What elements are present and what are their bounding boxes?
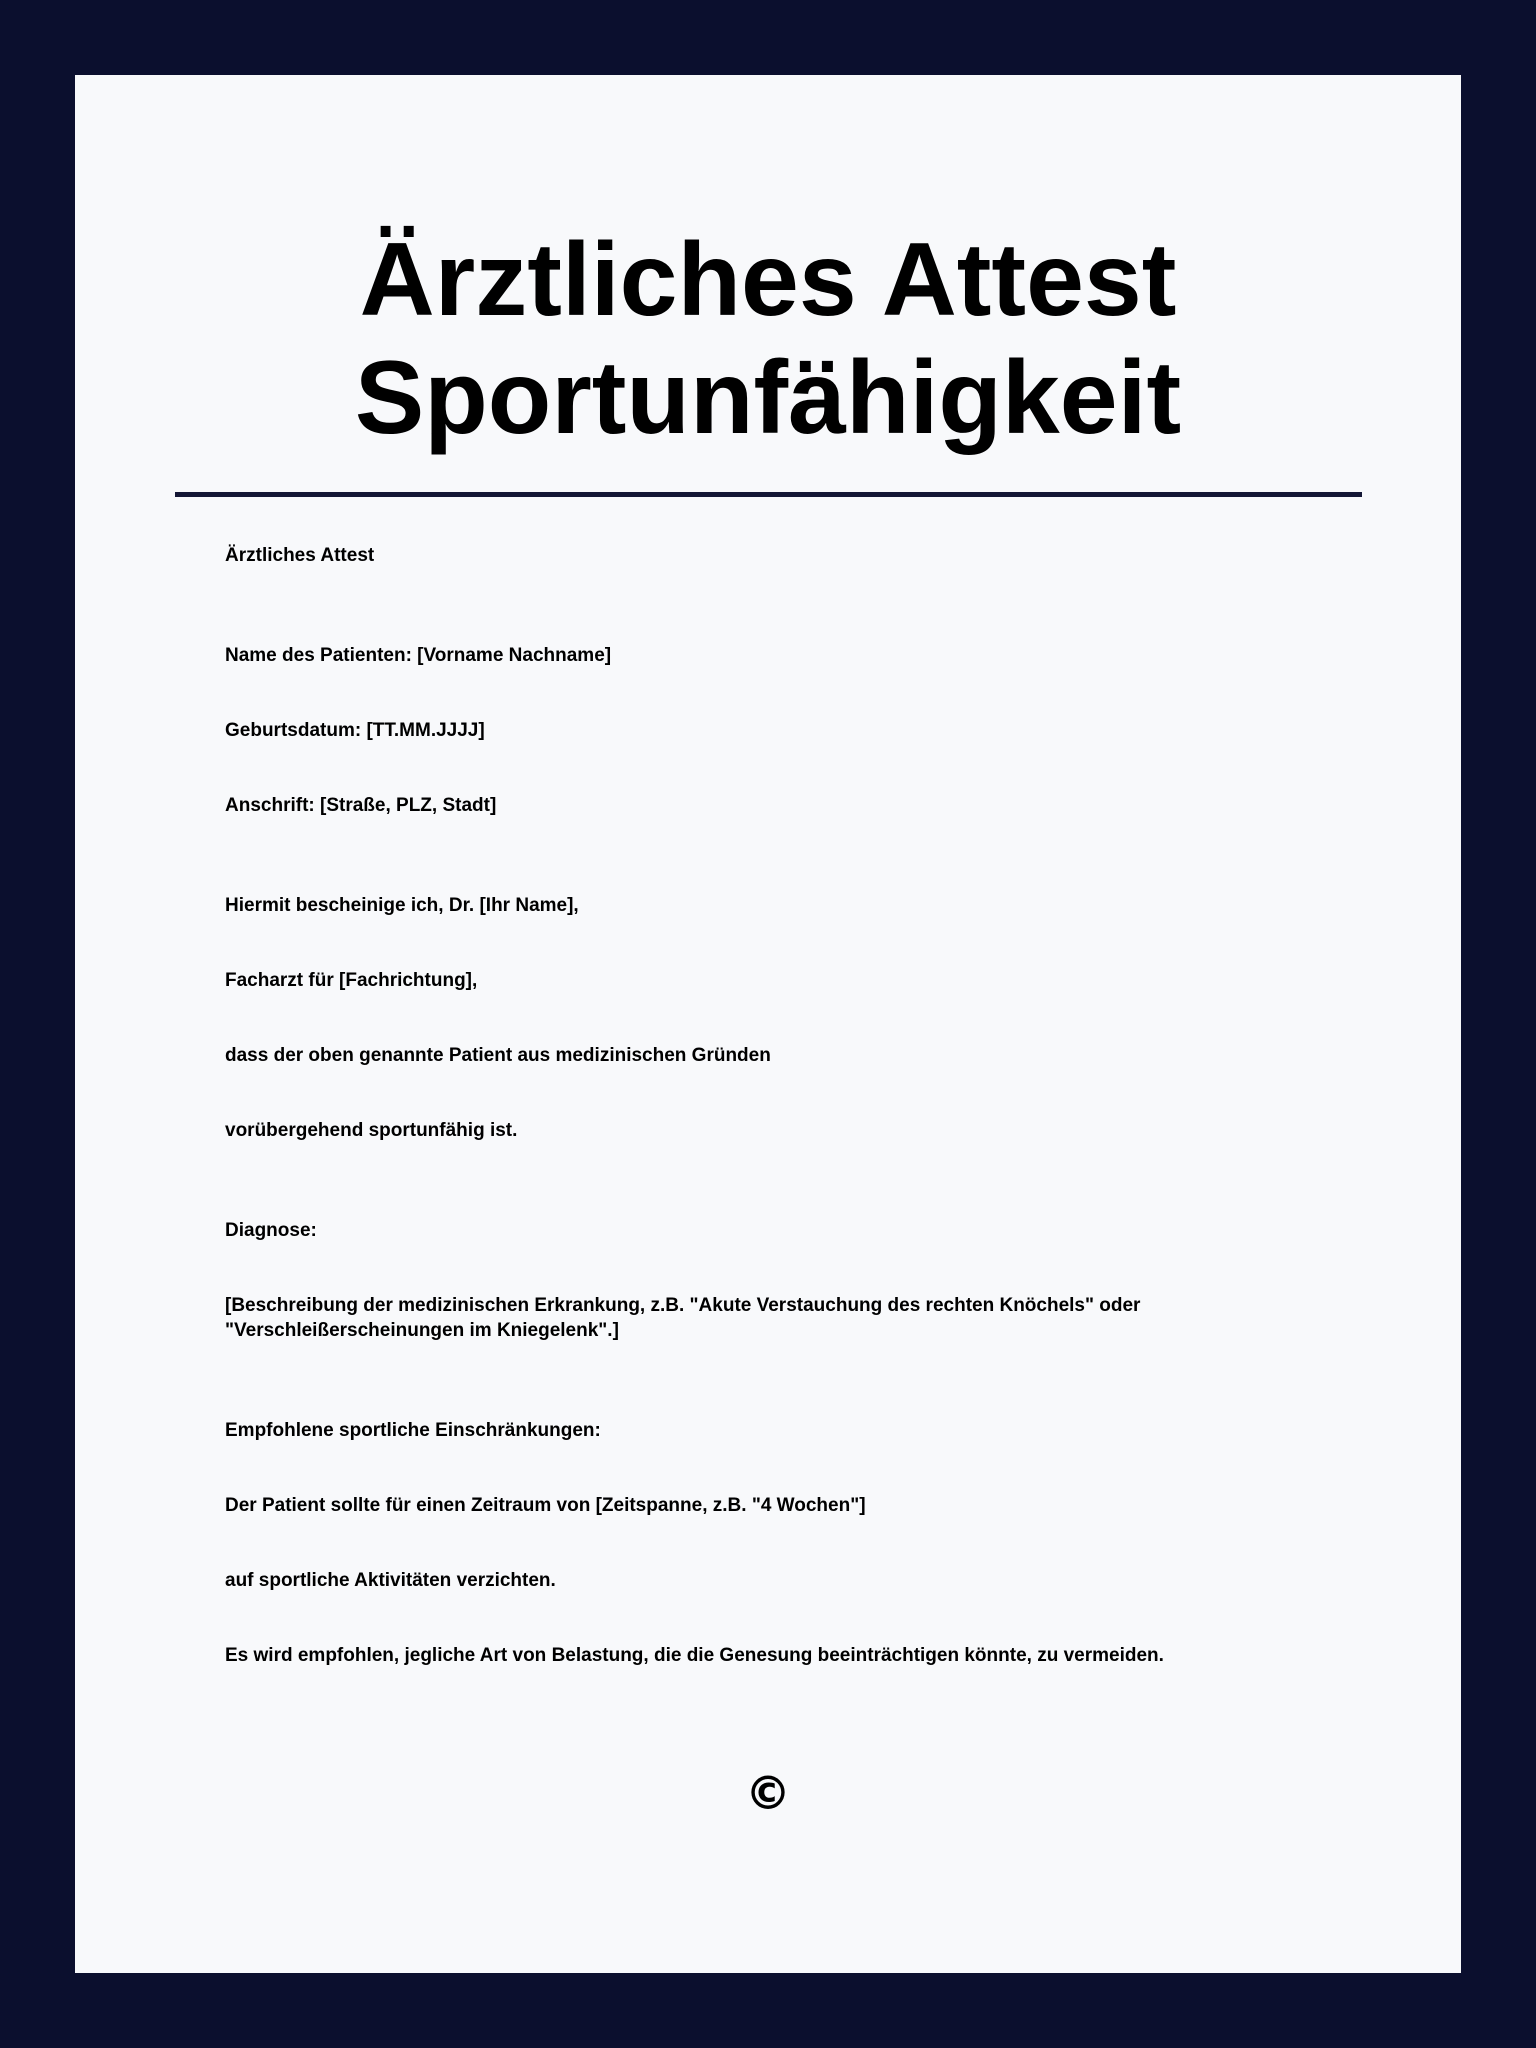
certification-line-4: vorübergehend sportunfähig ist. xyxy=(225,1120,518,1141)
document-page xyxy=(75,75,1461,1973)
address-field: Anschrift: [Straße, PLZ, Stadt] xyxy=(225,795,497,816)
attest-heading: Ärztliches Attest xyxy=(225,545,375,566)
restrictions-line-3: Es wird empfohlen, jegliche Art von Belastung, die die Genesung beeinträchtigen könnte, zu vermeiden. xyxy=(225,1645,1164,1666)
certification-line-1: Hiermit bescheinige ich, Dr. [Ihr Name], xyxy=(225,895,579,916)
birth-date-field: Geburtsdatum: [TT.MM.JJJJ] xyxy=(225,720,485,741)
title-line-2: Sportunfähigkeit xyxy=(354,340,1182,456)
certification-line-3: dass der oben genannte Patient aus medizinischen Gründen xyxy=(225,1045,771,1066)
title-line-1: Ärztliches Attest xyxy=(359,222,1177,338)
document-title xyxy=(75,221,1461,457)
diagnosis-label: Diagnose: xyxy=(225,1220,317,1241)
patient-name-field: Name des Patienten: [Vorname Nachname] xyxy=(225,645,612,666)
diagnosis-text: [Beschreibung der medizinischen Erkrankung, z.B. "Akute Verstauchung des rechten Knöchels" oder "Verschleißerscheinungen im Kniegelenk".] xyxy=(225,1295,1141,1341)
restrictions-label: Empfohlene sportliche Einschränkungen: xyxy=(225,1420,601,1441)
restrictions-line-2: auf sportliche Aktivitäten verzichten. xyxy=(225,1570,556,1591)
copyright-icon: © xyxy=(745,1766,791,1820)
certification-line-2: Facharzt für [Fachrichtung], xyxy=(225,970,478,991)
title-divider xyxy=(175,492,1362,497)
restrictions-line-1: Der Patient sollte für einen Zeitraum von [Zeitspanne, z.B. "4 Wochen"] xyxy=(225,1495,866,1516)
